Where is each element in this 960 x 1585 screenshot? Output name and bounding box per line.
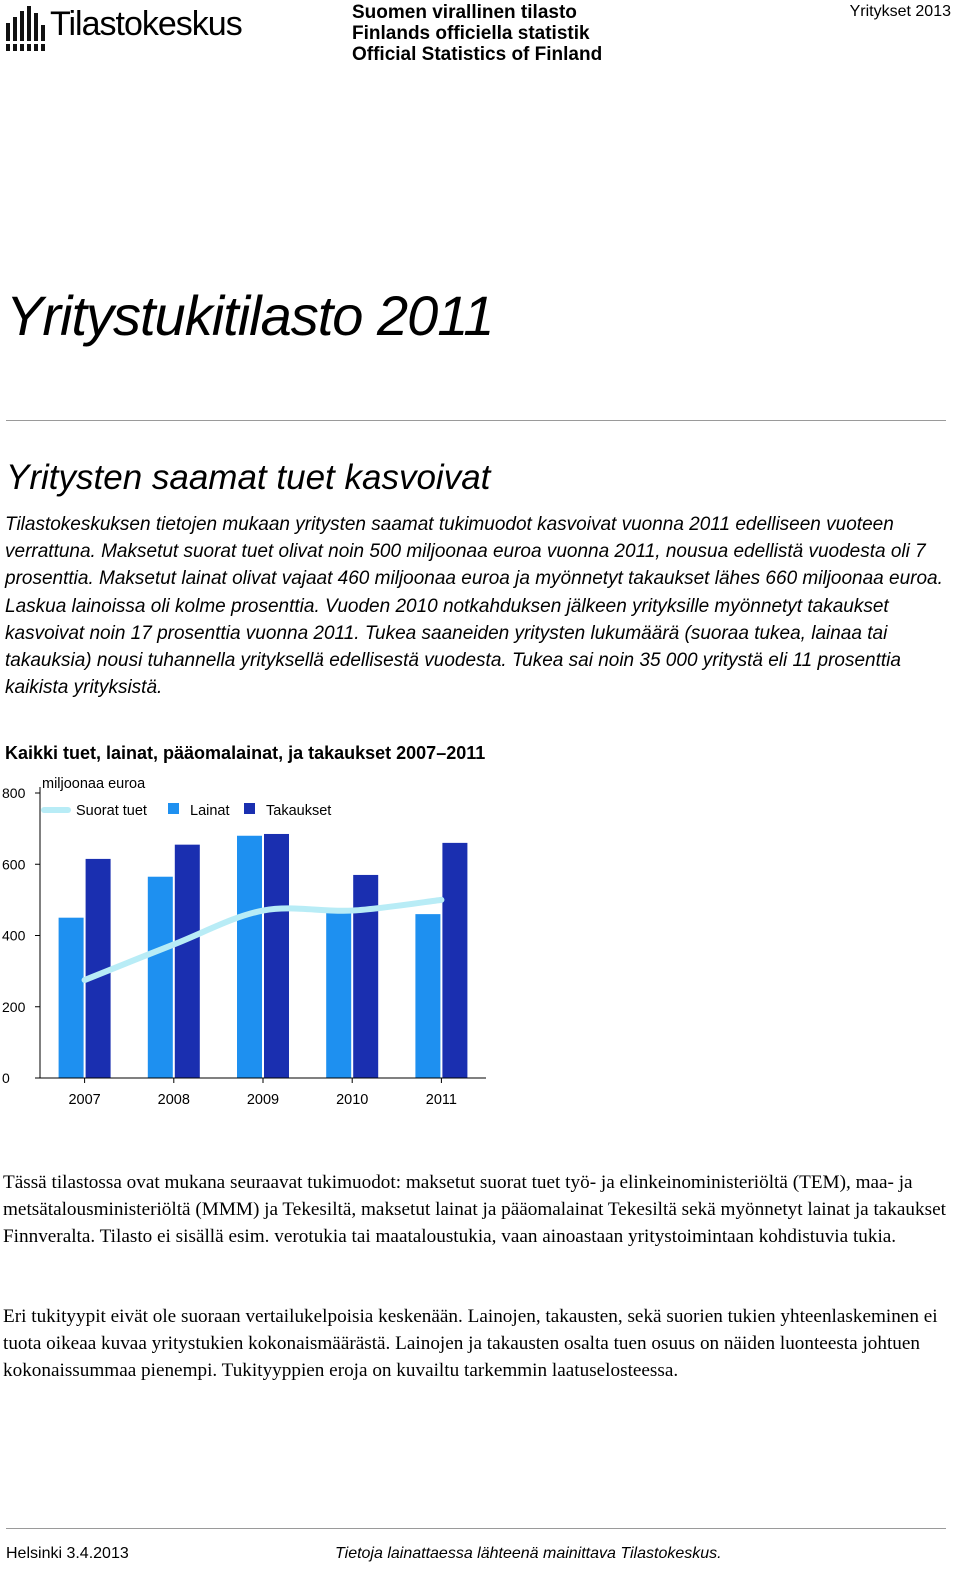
y-tick-label: 400 [2,927,26,944]
y-axis-unit-label: miljoonaa euroa [42,776,146,792]
y-tick-label: 800 [2,785,26,801]
x-tick-label: 2007 [68,1092,101,1108]
official-line-sv: Finlands officiella statistik [352,23,590,44]
bar-takaukset [442,843,467,1078]
tilastokeskus-logo-icon [4,3,48,53]
section-subtitle: Yritysten saamat tuet kasvoivat [6,458,491,497]
y-tick-label: 600 [2,856,26,873]
legend-label: Suorat tuet [76,803,147,819]
lead-paragraph: Tilastokeskuksen tietojen mukaan yritysten saamat tukimuodot kasvoivat vuonna 2011 edelliseen vuoteen verrattuna. Maksetut suorat tuet olivat noin 500 miljoonaa euroa vuonna 2011, nousua edellistä vuodesta oli 7 prosenttia. Maksetut lainat olivat vajaat 460 miljoonaa euroa ja myönnetyt takaukset lähes 660 miljoonaa euroa. Laskua lainoissa oli kolme prosenttia. Vuoden 2010 notkahduksen jälkeen yrityksille myönnetyt takaukset kasvoivat noin 17 prosenttia vuonna 2011. Tukea saaneiden yritysten lukumäärä (suoraa tukea, lainaa tai takauksia) nousi tuhannella yrityksellä edellisestä vuodesta. Tukea sai noin 35 000 yritystä eli 11 prosenttia kaikista yrityksistä. [5,514,943,699]
body-paragraph: Eri tukityypit eivät ole suoraan vertailukelpoisia keskenään. Lainojen, takausten, sekä suorien tukien yhteenlaskeminen ei tuota oikeaa kuvaa yritystukien kokonaismäärästä. Lainojen ja takausten osalta tuen osuus on näiden luonteesta johtuen kokonaissummaa pienempi. Tukityyppien eroja on kuvailtu tarkemmin laatuselosteessa. [3,1306,938,1382]
official-line-fi: Suomen virallinen tilasto [352,2,577,23]
legend-label: Lainat [190,803,230,819]
title-divider [6,420,946,421]
line-point [84,980,85,981]
bar-lainat [59,918,84,1078]
legend-label: Takaukset [266,803,332,819]
y-tick-label: 0 [2,1070,10,1086]
x-tick-label: 2011 [425,1092,457,1108]
footer-date: Helsinki 3.4.2013 [6,1545,129,1562]
body-paragraph: Tässä tilastossa ovat mukana seuraavat tukimuodot: maksetut suorat tuet työ- ja elinkeinoministeriöltä (TEM), maa- ja metsätalousministeriöltä (MMM) ja Tekesiltä, maksetut lainat ja pääomalainat Tekesiltä sekä myönnetyt lainat ja takaukset Finnveralta. Tilasto ei sisällä esim. verotukia tai maataloustukia, vaan ainoastaan yritystoimintaan kohdistuvia tukia. [3,1172,946,1248]
logo-wordmark: Tilastokeskus [50,5,242,43]
series-name: Yritykset 2013 [849,3,951,20]
bar-lainat [237,836,262,1078]
line-point [173,944,174,945]
footer-divider [6,1528,946,1529]
chart-title: Kaikki tuet, lainat, pääomalainat, ja takaukset 2007–2011 [5,743,486,763]
bar-lainat [148,877,173,1078]
line-point [263,910,264,911]
official-statistics-label [352,2,602,65]
bar-lainat [326,911,351,1078]
y-tick-label: 200 [2,998,26,1015]
line-point [352,910,353,911]
official-line-en: Official Statistics of Finland [352,44,603,65]
bar-takaukset [264,834,289,1078]
legend-swatch [168,803,179,814]
support-chart [0,770,500,1115]
bar-takaukset [175,845,200,1078]
bar-takaukset [353,875,378,1078]
line-point [441,899,442,900]
legend-swatch [244,803,255,814]
page-title: Yritystukitilasto 2011 [6,284,494,347]
footer-citation-note: Tietoja lainattaessa lähteenä mainittava Tilastokeskus. [335,1545,722,1562]
series-line-suorat-tuet [85,900,442,980]
bar-lainat [415,914,440,1078]
x-tick-label: 2008 [157,1092,190,1108]
x-tick-label: 2009 [246,1092,280,1108]
x-tick-label: 2010 [336,1092,369,1108]
